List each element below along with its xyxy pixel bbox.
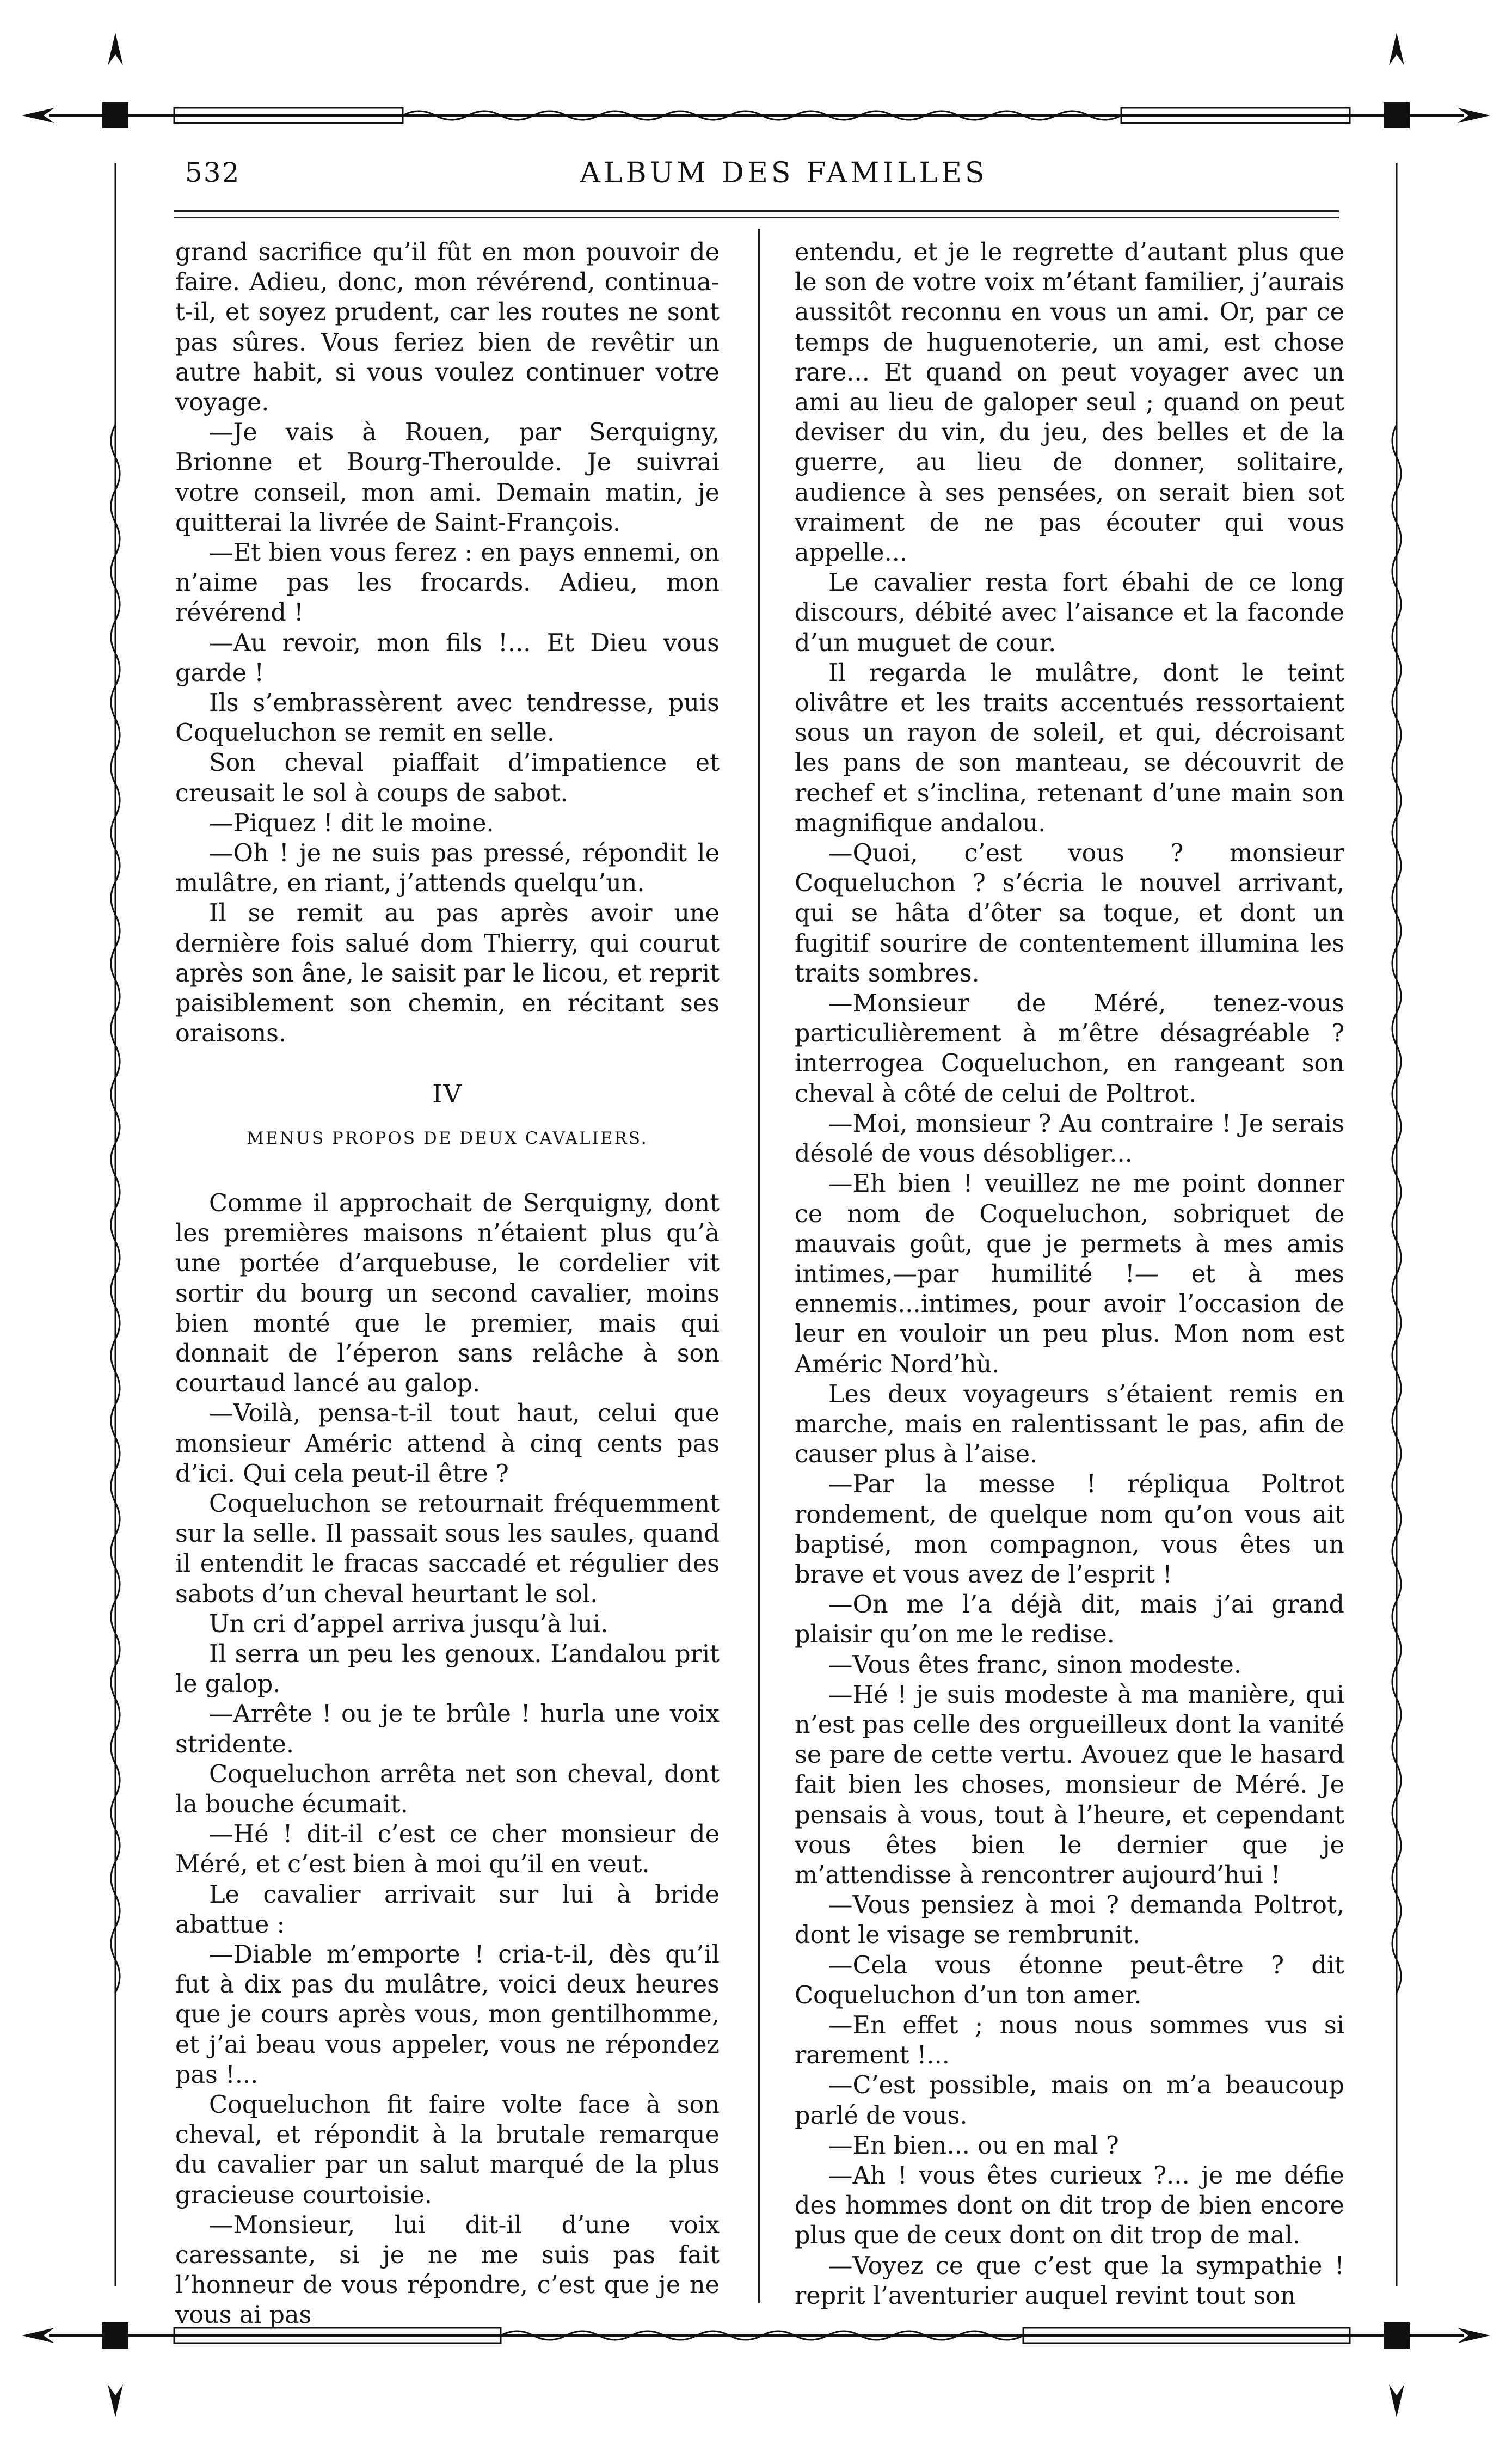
paragraph: —Arrête ! ou je te brûle ! hurla une voix stridente. [175,1700,720,1758]
paragraph: Le cavalier arrivait sur lui à bride abattue : [175,1880,720,1939]
paragraph: —Eh bien ! veuillez ne me point donner ce nom de Coqueluchon, sobriquet de mauvais goût, que je permets à mes amis intimes,—par humilité !— et à mes ennemis...intimes, pour avoir l’occasion de leur en vouloir un peu plus. Mon nom est Améric Nord’hù. [795,1170,1344,1378]
section-title: MENUS PROPOS DE DEUX CAVALIERS. [247,1128,648,1148]
header-rule [174,210,1339,212]
paragraph: —Hé ! je suis modeste à ma manière, qui n’est pas celle des orgueilleux dont la vanité se pare de cette vertu. Avouez que le hasard fait bien les choses, monsieur de Méré. Je pensais à vous, tout à l’heure, et cependant vous êtes bien le dernier que je m’attendisse à rencontrer aujourd’hui ! [795,1681,1344,1889]
left-column [175,237,720,2331]
paragraph: —Oh ! je ne suis pas pressé, répondit le mulâtre, en riant, j’attends quelqu’un. [175,839,720,898]
paragraph: Comme il approchait de Serquigny, dont les premières maisons n’étaient plus qu’à une portée d’arquebuse, le cordelier vit sortir du bourg un second cavalier, moins bien monté que le premier, mais qui donnait de l’éperon sans relâche à son courtaud lancé au galop. [175,1189,720,1398]
paragraph: Coqueluchon arrêta net son cheval, dont la bouche écumait. [175,1760,720,1818]
paragraph: —Vous êtes franc, sinon modeste. [828,1651,1241,1679]
paragraph: grand sacrifice qu’il fût en mon pouvoir de faire. Adieu, donc, mon révérend, continua-t-il, et soyez prudent, car les routes ne sont pas sûres. Vous feriez bien de revêtir un autre habit, si vous voulez continuer votre voyage. [175,238,720,417]
paragraph: —Voyez ce que c’est que la sympathie ! reprit l’aventurier auquel revint tout son [795,2252,1344,2310]
paragraph: Il serra un peu les genoux. L’andalou prit le galop. [175,1640,720,1699]
paragraph: Les deux voyageurs s’étaient remis en marche, mais en ralentissant le pas, afin de causer plus à l’aise. [795,1380,1344,1469]
paragraph: —En bien... ou en mal ? [828,2131,1119,2160]
paragraph: Son cheval piaffait d’impatience et creusait le sol à coups de sabot. [175,749,720,807]
paragraph: Le cavalier resta fort ébahi de ce long discours, débité avec l’aisance et la faconde d’un muguet de cour. [795,569,1344,657]
paragraph: entendu, et je le regrette d’autant plus que le son de votre voix m’étant familier, j’aurais aussitôt reconnu en vous un ami. Or, par ce temps de huguenoterie, un ami, est chose rare... Et quand on peut voyager avec un ami au lieu de galoper seul ; quand on peut deviser du vin, du jeu, des belles et de la guerre, au lieu de donner, solitaire, audience à ses pensées, on serait bien sot vraiment de ne pas écouter qui vous appelle... [795,238,1344,567]
paragraph: —Ah ! vous êtes curieux ?... je me défie des hommes dont on dit trop de bien encore plus que de ceux dont on dit trop de mal. [795,2162,1344,2250]
paragraph: Coqueluchon fit faire volte face à son cheval, et répondit à la brutale remarque du cavalier par un salut marqué de la plus gracieuse courtoisie. [175,2090,720,2209]
paragraph: —Et bien vous ferez : en pays ennemi, on n’aime pas les frocards. Adieu, mon révérend ! [175,539,720,627]
paragraph: —Piquez ! dit le moine. [209,809,494,837]
paragraph: —En effet ; nous nous sommes vus si rarement !... [795,2011,1344,2070]
paragraph: Ils s’embrassèrent avec tendresse, puis Coqueluchon se remit en selle. [175,689,720,747]
paragraph: —Diable m’emporte ! cria-t-il, dès qu’il fut à dix pas du mulâtre, voici deux heures que je cours après vous, mon gentilhomme, et j’ai beau vous appeler, vous ne répondez pas !... [175,1940,720,2089]
paragraph: —Hé ! dit-il c’est ce cher monsieur de Méré, et c’est bien à moi qu’il en veut. [175,1820,720,1879]
header-rule-double [174,217,1339,218]
running-header [185,157,1382,200]
right-column [795,237,1344,2311]
paragraph: Coqueluchon se retournait fréquemment sur la selle. Il passait sous les saules, quand il entendit le fracas saccadé et régulier des sabots d’un cheval heurtant le sol. [175,1489,720,1608]
section-number: IV [432,1079,463,1109]
page-number: 532 [185,157,241,188]
paragraph: —Voilà, pensa-t-il tout haut, celui que monsieur Améric attend à cinq cents pas d’ici. Qui cela peut-il être ? [175,1400,720,1488]
paragraph: —Vous pensiez à moi ? demanda Poltrot, dont le visage se rembrunit. [795,1891,1344,1949]
paragraph: —Cela vous étonne peut-être ? dit Coqueluchon d’un ton amer. [795,1951,1344,2009]
paragraph: —Monsieur de Méré, tenez-vous particulièrement à m’être désagréable ? interrogea Coqueluchon, en rangeant son cheval à côté de celui de Poltrot. [795,990,1344,1108]
paragraph: —Monsieur, lui dit-il d’une voix caressante, si je ne me suis pas fait l’honneur de vous répondre, c’est que je ne vous ai pas [175,2211,720,2329]
paragraph: —C’est possible, mais on m’a beaucoup parlé de vous. [795,2071,1344,2130]
paragraph: —Au revoir, mon fils !... Et Dieu vous garde ! [175,629,720,687]
paragraph: —On me l’a déjà dit, mais j’ai grand plaisir qu’on me le redise. [795,1591,1344,1649]
paragraph: —Moi, monsieur ? Au contraire ! Je serais désolé de vous désobliger... [795,1109,1344,1168]
paragraph: Il se remit au pas après avoir une dernière fois salué dom Thierry, qui courut après son âne, le saisit par le licou, et reprit paisiblement son chemin, en récitant ses oraisons. [175,899,720,1048]
paragraph: Il regarda le mulâtre, dont le teint olivâtre et les traits accentués ressortaient sous un rayon de soleil, et qui, décroisant les pans de son manteau, se découvrit de rechef et s’inclina, retenant d’une main son magnifique andalou. [795,659,1344,837]
paragraph: —Par la messe ! répliqua Poltrot rondement, de quelque nom qu’on vous ait baptisé, mon compagnon, vous êtes un brave et vous avez de l’esprit ! [795,1470,1344,1589]
running-title: ALBUM DES FAMILLES [580,157,988,189]
paragraph: Un cri d’appel arriva jusqu’à lui. [209,1610,609,1638]
paragraph: —Je vais à Rouen, par Serquigny, Brionne et Bourg-Theroulde. Je suivrai votre conseil, mon ami. Demain matin, je quitterai la livrée de Saint-François. [175,419,720,537]
column-divider [758,229,760,2303]
paragraph: —Quoi, c’est vous ? monsieur Coqueluchon ? s’écria le nouvel arrivant, qui se hâta d’ôter sa toque, et dont un fugitif sourire de contentement illumina les traits sombres. [795,839,1344,988]
